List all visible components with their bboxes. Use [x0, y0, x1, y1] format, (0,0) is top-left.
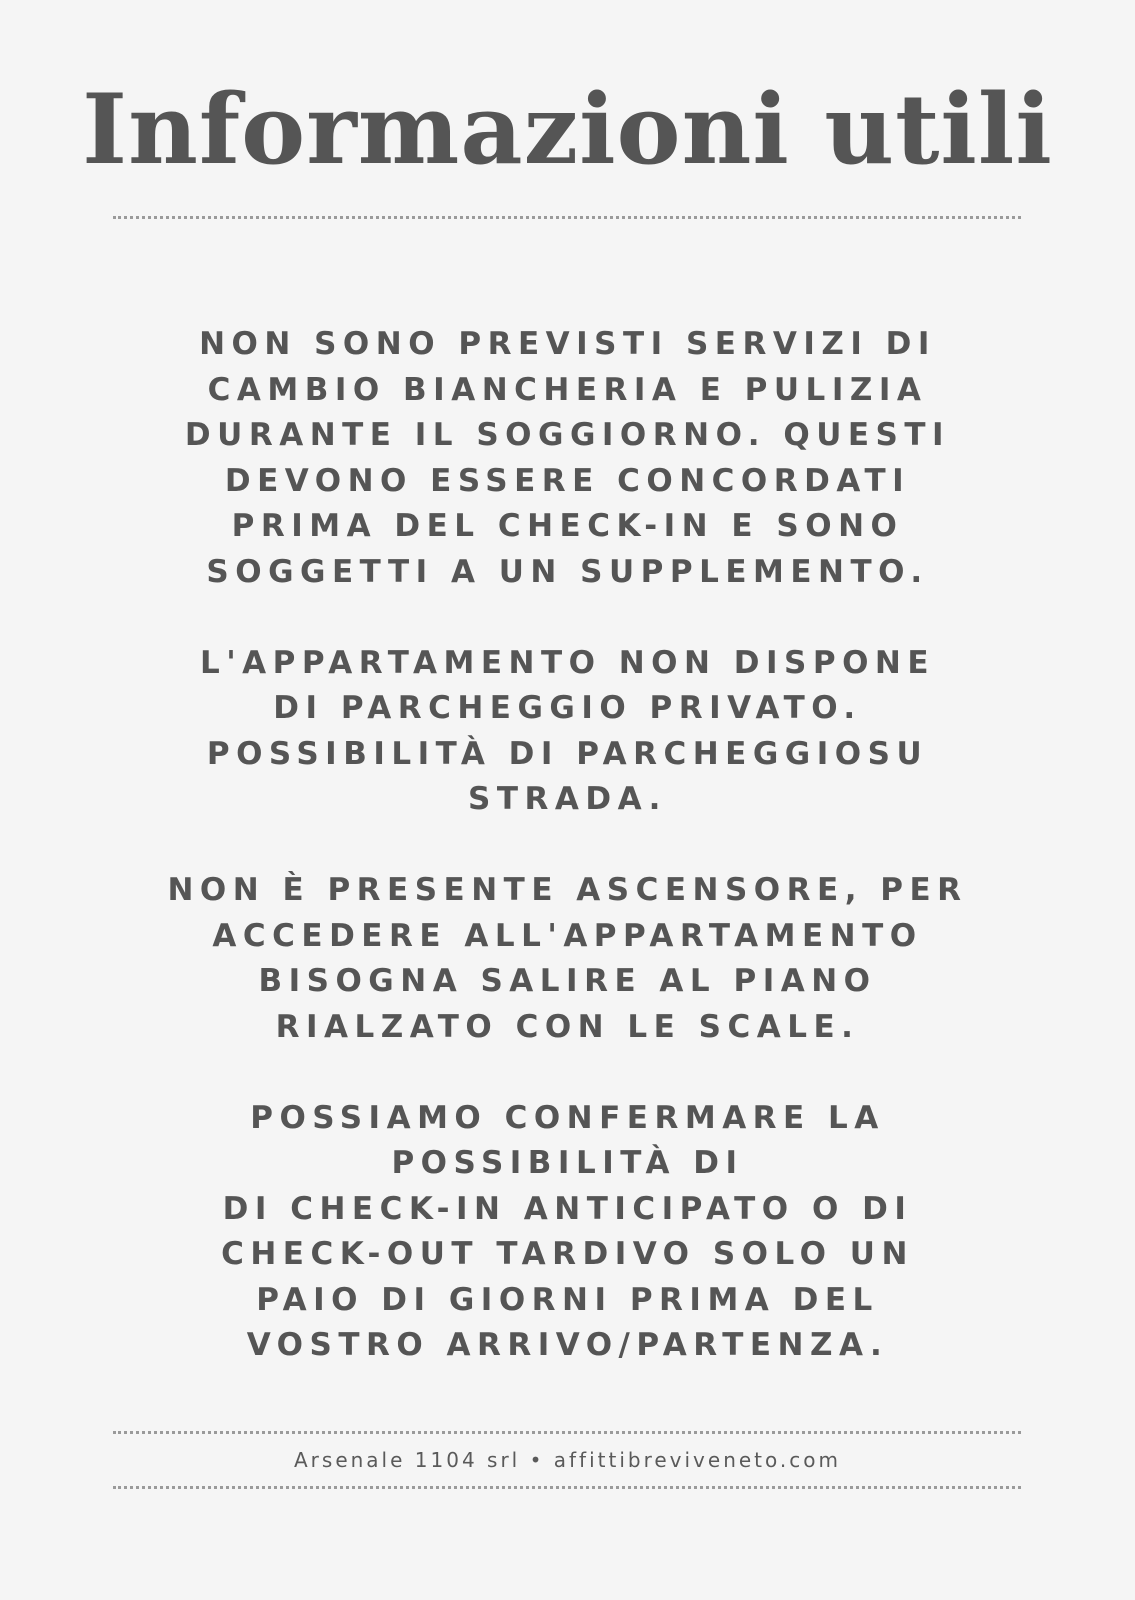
text-line: PRIMA DEL CHECK-IN E SONO	[231, 508, 904, 544]
text-line: NON SONO PREVISTI SERVIZI DI	[199, 326, 936, 362]
text-line: RIALZATO CON LE SCALE.	[275, 1008, 860, 1045]
text-line: POSSIBILITÀ DI	[391, 1145, 744, 1181]
text-line: DI CHECK-IN ANTICIPATO O DI	[222, 1190, 913, 1227]
footer-divider-top	[113, 1431, 1021, 1434]
text-line: DI PARCHEGGIO PRIVATO.	[273, 690, 862, 726]
text-line: DURANTE IL SOGGIORNO. QUESTI	[184, 417, 951, 453]
footer-divider-bottom	[113, 1486, 1021, 1489]
text-line: POSSIAMO CONFERMARE LA	[250, 1099, 885, 1136]
text-line: L'APPARTAMENTO NON DISPONE	[199, 644, 936, 681]
text-line: POSSIBILITÀ DI PARCHEGGIOSU	[206, 735, 929, 772]
paragraph-elevator	[90, 868, 1045, 1050]
text-line: DEVONO ESSERE CONCORDATI	[224, 462, 911, 499]
text-line: CAMBIO BIANCHERIA E PULIZIA	[207, 371, 928, 408]
paragraph-parking	[90, 641, 1045, 823]
footer-text: Arsenale 1104 srl • affittibreviveneto.com	[294, 1448, 841, 1472]
page-title: Informazioni utili	[82, 73, 1053, 186]
text-line: SOGGETTI A UN SUPPLEMENTO.	[206, 553, 929, 590]
text-line: VOSTRO ARRIVO/PARTENZA.	[246, 1327, 889, 1363]
paragraph-check-in-out	[90, 1096, 1045, 1369]
text-line: NON È PRESENTE ASCENSORE, PER	[167, 872, 968, 908]
text-line: CHECK-OUT TARDIVO SOLO UN	[221, 1236, 914, 1272]
text-line: STRADA.	[468, 781, 667, 817]
info-content	[90, 322, 1045, 1369]
text-line: BISOGNA SALIRE AL PIANO	[258, 963, 877, 999]
paragraph-linen-cleaning	[90, 322, 1045, 595]
text-line: ACCEDERE ALL'APPARTAMENTO	[212, 917, 923, 954]
title-divider	[113, 216, 1021, 219]
text-line: PAIO DI GIORNI PRIMA DEL	[256, 1281, 879, 1318]
